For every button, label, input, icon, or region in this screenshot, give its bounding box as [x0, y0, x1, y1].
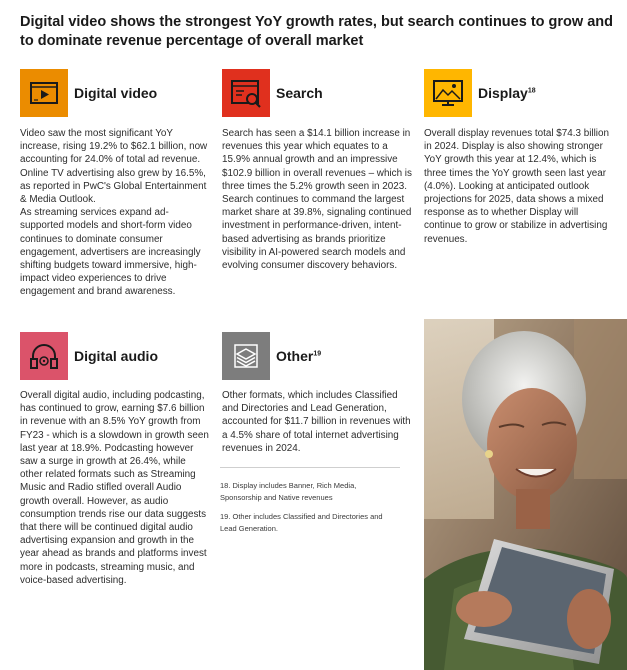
digital-audio-paragraph-1: Overall digital audio, including podcasting, has continued to grow, earning $7.6 billion in revenue with an 8.5% YoY growth from FY23 - which is a slowdown in growth seen last year at 18.9%. Podcasting however saw a surge in growth at 26.4%, while other related formats such as Streaming Music and Radio stifled overall Audio growth overall. However, as audio consumption trends rise our data suggests that there will be continued digital audio advertising expansion and growth in the year ahead as brands and platforms invest more in podcasts, streaming music, and voice-based advertising. [20, 390, 209, 586]
display-heading [478, 85, 536, 101]
display-body [424, 127, 614, 246]
digital-video-paragraph-2: As streaming services expand ad-supported models and short-form video continues to dominate consumer engagement, advertisers are increasingly shifting budgets toward immersive, high-impact video experiences to drive engagement and brand awareness. [20, 207, 201, 298]
display-paragraph-1: Overall display revenues total $74.3 billion in 2024. Display is also showing stronger YoY growth this year at 12.4%, which is three times the YoY growth seen last year (4.0%). Looking at anticipated outlook projections for 2025, data shows a mixed response as to whether Display will continue to grow or stabilize in advertising revenues. [424, 128, 609, 245]
display-heading-text: Display [478, 85, 528, 101]
other-paragraph-1: Other formats, which includes Classified and Directories and Lead Generation, accounted for $11.7 billion in revenues with a 4.5% share of total internet advertising revenues in 2024. [222, 390, 411, 454]
digital-audio-heading: Digital audio [74, 348, 158, 364]
digital-video-paragraph-1: Video saw the most significant YoY increase, rising 19.2% to $62.1 billion, now accounting for 24.0% of total ad revenue. Online TV advertising also grew by 16.5%, as reported in PwC's Global Entertainment & Media Outlook. [20, 128, 208, 206]
image-display-icon [424, 69, 472, 117]
display-footnote-ref: 18 [527, 87, 536, 95]
footnote-19: 19. Other includes Classified and Directories and Lead Generation. [220, 512, 383, 533]
digital-video-body [20, 127, 210, 299]
video-player-icon [20, 69, 68, 117]
search-paragraph-2: Search continues to command the largest market share at 39.8%, signaling continued investment in performance-driven, intent-based advertising as brands prioritize visibility in AI-powered search models and evolving consumer discovery behaviors. [222, 194, 412, 272]
search-body [222, 127, 412, 272]
search-paragraph-1: Search has seen a $14.1 billion increase in revenues this year which equates to a 15.9% annual growth and an impressive $102.9 billion in overall revenues – which is three times the 5.2% growth seen in 2023. [222, 128, 412, 192]
layers-icon [222, 332, 270, 380]
footnote-18: 18. Display includes Banner, Rich Media, Sponsorship and Native revenues [220, 481, 357, 502]
digital-video-heading: Digital video [74, 85, 158, 101]
search-heading: Search [276, 85, 323, 101]
other-heading [276, 348, 321, 364]
headphones-icon [20, 332, 68, 380]
page-title: Digital video shows the strongest YoY growth rates, but search continues to grow and to dominate revenue percentage of overall market [20, 14, 613, 49]
browser-search-icon [222, 69, 270, 117]
other-body [222, 389, 412, 455]
footnote-divider [220, 467, 400, 468]
other-heading-text: Other [276, 348, 314, 364]
woman-with-tablet-photo [424, 319, 627, 670]
digital-audio-body [20, 389, 210, 587]
other-footnote-ref: 19 [313, 350, 322, 358]
